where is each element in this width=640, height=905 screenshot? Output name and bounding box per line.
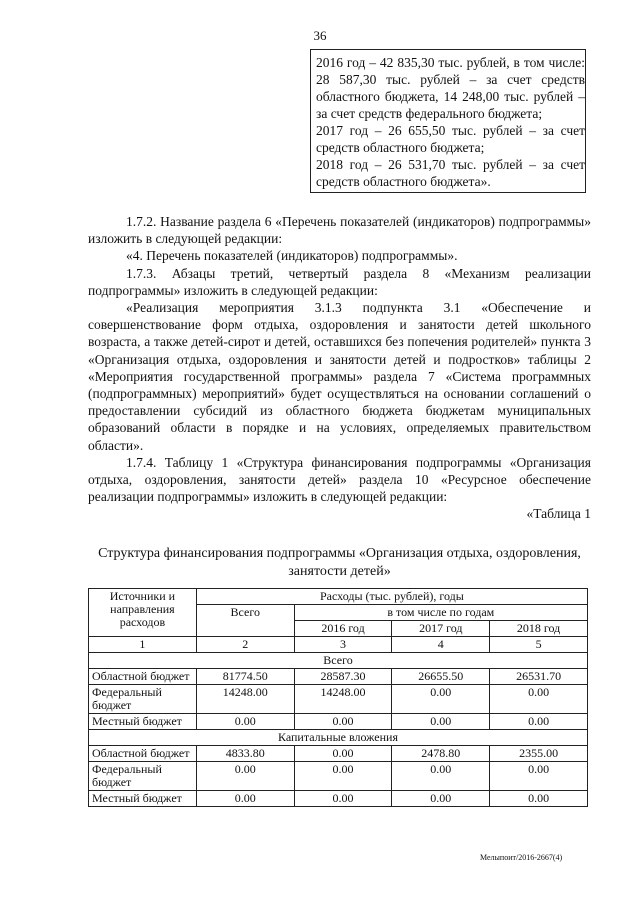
value-cell: 81774.50	[196, 669, 294, 685]
value-cell: 0.00	[490, 791, 588, 807]
table-row	[89, 714, 588, 730]
source-cell: Федеральный бюджет	[89, 685, 197, 714]
section-row	[89, 653, 588, 669]
value-cell: 0.00	[490, 762, 588, 791]
value-cell: 0.00	[392, 714, 490, 730]
paragraph: «Реализация мероприятия 3.1.3 подпункта 3.1 «Обеспечение и совершенствование форм отдыха, оздоровления и занятости детей школьного возраста, а также детей-сирот и детей, оставшихся без попечения родителей» пункта 3 «Организация отдыха, оздоровления и занятости детей и подростков» таблицы 2 «Мероприятия государственной программы» раздела 7 «Система программных (подпрограммных) мероприятий» будет осуществляться на основании соглашений о предоставлении субсидий из областного бюджета бюджетам муниципальных образований области в порядке и на условиях, определяемых правительством области».	[88, 300, 591, 453]
source-cell: Местный бюджет	[89, 791, 197, 807]
value-cell: 0.00	[196, 714, 294, 730]
header-including: в том числе по годам	[294, 605, 587, 621]
source-cell: Областной бюджет	[89, 746, 197, 762]
document-body	[88, 213, 591, 523]
table-row	[89, 762, 588, 791]
column-number: 2	[196, 637, 294, 653]
header-total: Всего	[196, 605, 294, 637]
value-cell: 0.00	[294, 791, 392, 807]
paragraph: 1.7.2. Название раздела 6 «Перечень показателей (индикаторов) подпрограммы» изложить в следующей редакции:	[88, 214, 591, 247]
value-cell: 2478.80	[392, 746, 490, 762]
value-cell: 0.00	[196, 791, 294, 807]
column-number: 4	[392, 637, 490, 653]
table-row	[89, 791, 588, 807]
source-cell: Областной бюджет	[89, 669, 197, 685]
paragraph: «4. Перечень показателей (индикаторов) подпрограммы».	[126, 248, 458, 264]
value-cell: 14248.00	[196, 685, 294, 714]
header-year: 2016 год	[294, 621, 392, 637]
source-cell: Местный бюджет	[89, 714, 197, 730]
value-cell: 0.00	[490, 685, 588, 714]
box-line: 2018 год – 26 531,70 тыс. рублей – за счет средств областного бюджета».	[316, 157, 585, 189]
column-number: 3	[294, 637, 392, 653]
table-row	[89, 746, 588, 762]
value-cell: 14248.00	[294, 685, 392, 714]
header-year: 2018 год	[490, 621, 588, 637]
financing-box	[310, 49, 586, 193]
box-line: 2016 год – 42 835,30 тыс. рублей, в том числе: 28 587,30 тыс. рублей – за счет средств областного бюджета, 14 248,00 тыс. рублей – за счет средств федерального бюджета;	[316, 55, 585, 121]
value-cell: 26655.50	[392, 669, 490, 685]
table-reference: «Таблица 1	[526, 506, 591, 522]
page-number: 36	[313, 28, 327, 43]
value-cell: 0.00	[490, 714, 588, 730]
section-row	[89, 730, 588, 746]
value-cell: 4833.80	[196, 746, 294, 762]
paragraph: 1.7.3. Абзацы третий, четвертый раздела 8 «Механизм реализации подпрограммы» изложить в следующей редакции:	[88, 265, 591, 298]
paragraph: 1.7.4. Таблицу 1 «Структура финансирования подпрограммы «Организация отдыха, оздоровления, занятости детей» раздела 10 «Ресурсное обеспечение реализации подпрограммы» изложить в следующей редакции:	[88, 454, 591, 505]
box-line: 2017 год – 26 655,50 тыс. рублей – за счет средств областного бюджета;	[316, 123, 585, 155]
header-expenses: Расходы (тыс. рублей), годы	[196, 589, 587, 605]
table-title: Структура финансирования подпрограммы «Организация отдыха, оздоровления, занятости детей»	[98, 546, 581, 579]
value-cell: 0.00	[294, 762, 392, 791]
value-cell: 0.00	[196, 762, 294, 791]
table-row	[89, 669, 588, 685]
value-cell: 28587.30	[294, 669, 392, 685]
header-year: 2017 год	[392, 621, 490, 637]
column-number-row	[89, 637, 588, 653]
financing-table	[88, 588, 588, 807]
column-number: 5	[490, 637, 588, 653]
value-cell: 0.00	[294, 746, 392, 762]
value-cell: 2355.00	[490, 746, 588, 762]
table-header-row	[89, 589, 588, 605]
value-cell: 0.00	[392, 762, 490, 791]
section-total-label: Всего	[89, 653, 588, 669]
source-cell: Федеральный бюджет	[89, 762, 197, 791]
header-sources: Источники и направления расходов	[89, 589, 197, 637]
value-cell: 0.00	[392, 791, 490, 807]
value-cell: 0.00	[392, 685, 490, 714]
footer-code: Мелыпоит/2016-2667(4)	[480, 853, 563, 862]
column-number: 1	[89, 637, 197, 653]
value-cell: 0.00	[294, 714, 392, 730]
table-row	[89, 685, 588, 714]
section-capital-label: Капитальные вложения	[89, 730, 588, 746]
value-cell: 26531.70	[490, 669, 588, 685]
